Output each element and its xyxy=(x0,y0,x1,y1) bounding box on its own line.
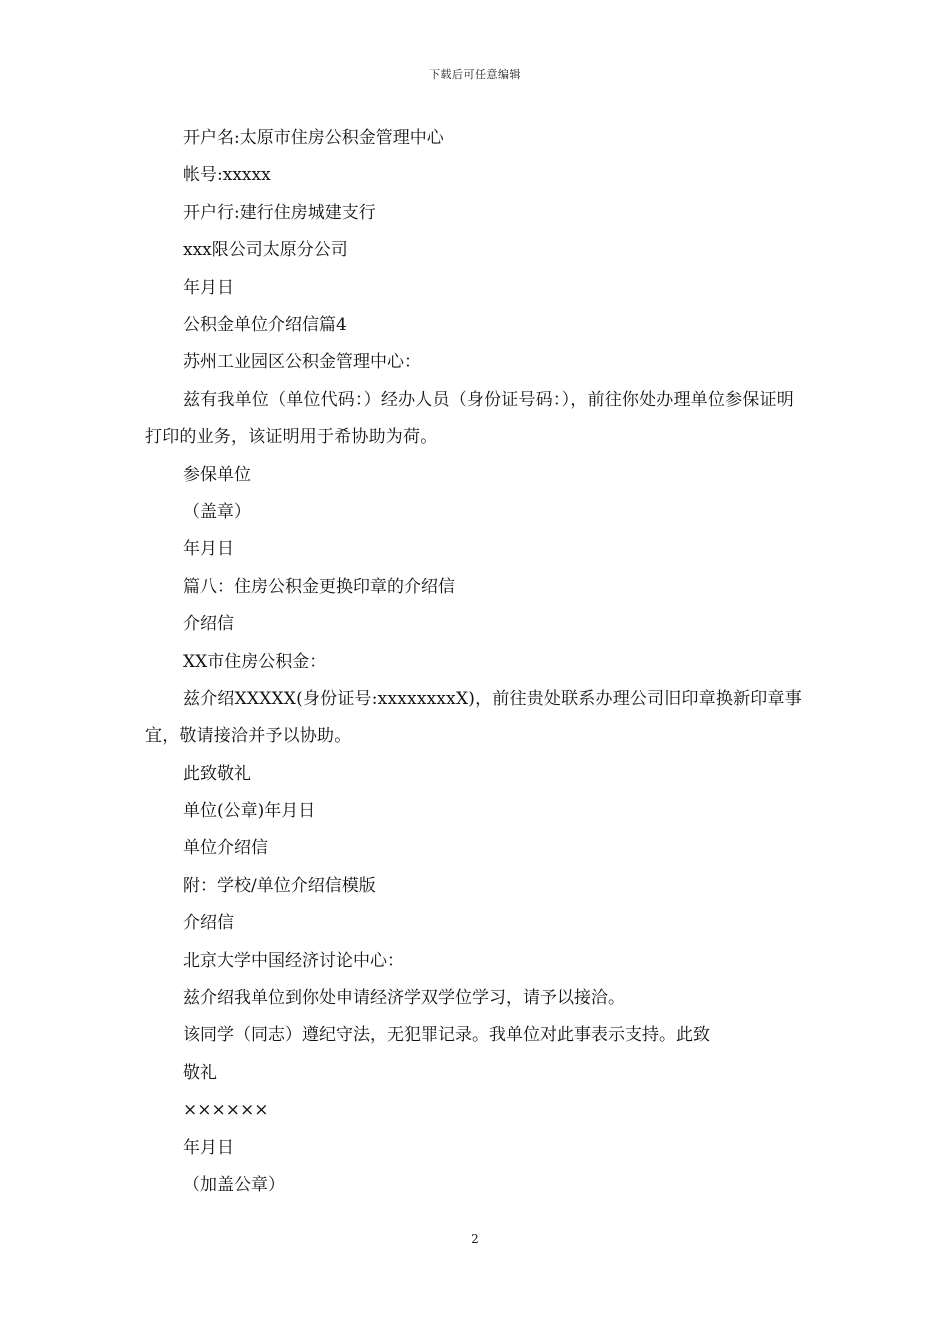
letter-title: 介绍信 xyxy=(183,614,234,635)
account-name-line: 开户名:太原市住房公积金管理中心 xyxy=(183,128,444,148)
signature-placeholder: ×××××× xyxy=(183,1100,269,1121)
body-paragraph: 兹有我单位（单位代码：）经办人员（身份证号码：），前往你处办理单位参保证明打印的业务，该证明用于希协助为荷。 xyxy=(145,389,794,448)
bank-line: 开户行:建行住房城建支行 xyxy=(183,202,376,223)
date-line: 年月日 xyxy=(183,277,234,298)
seal-note: （盖章） xyxy=(183,501,251,522)
body-paragraph: 兹介绍XXXXX(身份证号:xxxxxxxxX)，前往贵处联系办理公司旧印章换新印章事宜，敬请接洽并予以协助。 xyxy=(145,688,802,747)
appendix-title: 附：学校/单位介绍信模版 xyxy=(183,875,376,896)
recipient-line: XX市住房公积金： xyxy=(183,651,327,672)
date-line: 年月日 xyxy=(183,1137,234,1158)
signature-date-line: 单位(公章)年月日 xyxy=(183,801,316,822)
section-title: 单位介绍信 xyxy=(183,838,268,859)
account-number-line: 帐号:xxxxx xyxy=(183,165,271,186)
letter-title: 介绍信 xyxy=(183,913,234,934)
recipient-line: 北京大学中国经济讨论中心： xyxy=(183,950,404,971)
section-title: 篇八：住房公积金更换印章的介绍信 xyxy=(183,576,455,597)
closing-line: 此致敬礼 xyxy=(183,763,251,784)
body-line: 兹介绍我单位到你处申请经济学双学位学习，请予以接洽。 xyxy=(183,988,625,1009)
recipient-line: 苏州工业园区公积金管理中心： xyxy=(183,352,421,373)
document-body xyxy=(145,120,810,1204)
seal-note: （加盖公章） xyxy=(183,1175,285,1195)
date-line: 年月日 xyxy=(183,539,234,560)
page-number: 2 xyxy=(471,1232,479,1246)
section-title: 公积金单位介绍信篇4 xyxy=(183,314,347,335)
closing-line: 敬礼 xyxy=(183,1062,217,1083)
company-line: xxx限公司太原分公司 xyxy=(183,240,348,261)
page-header: 下载后可任意编辑 xyxy=(429,68,521,81)
body-line: 该同学（同志）遵纪守法，无犯罪记录。我单位对此事表示支持。此致 xyxy=(183,1025,710,1046)
signature-unit: 参保单位 xyxy=(183,464,251,485)
